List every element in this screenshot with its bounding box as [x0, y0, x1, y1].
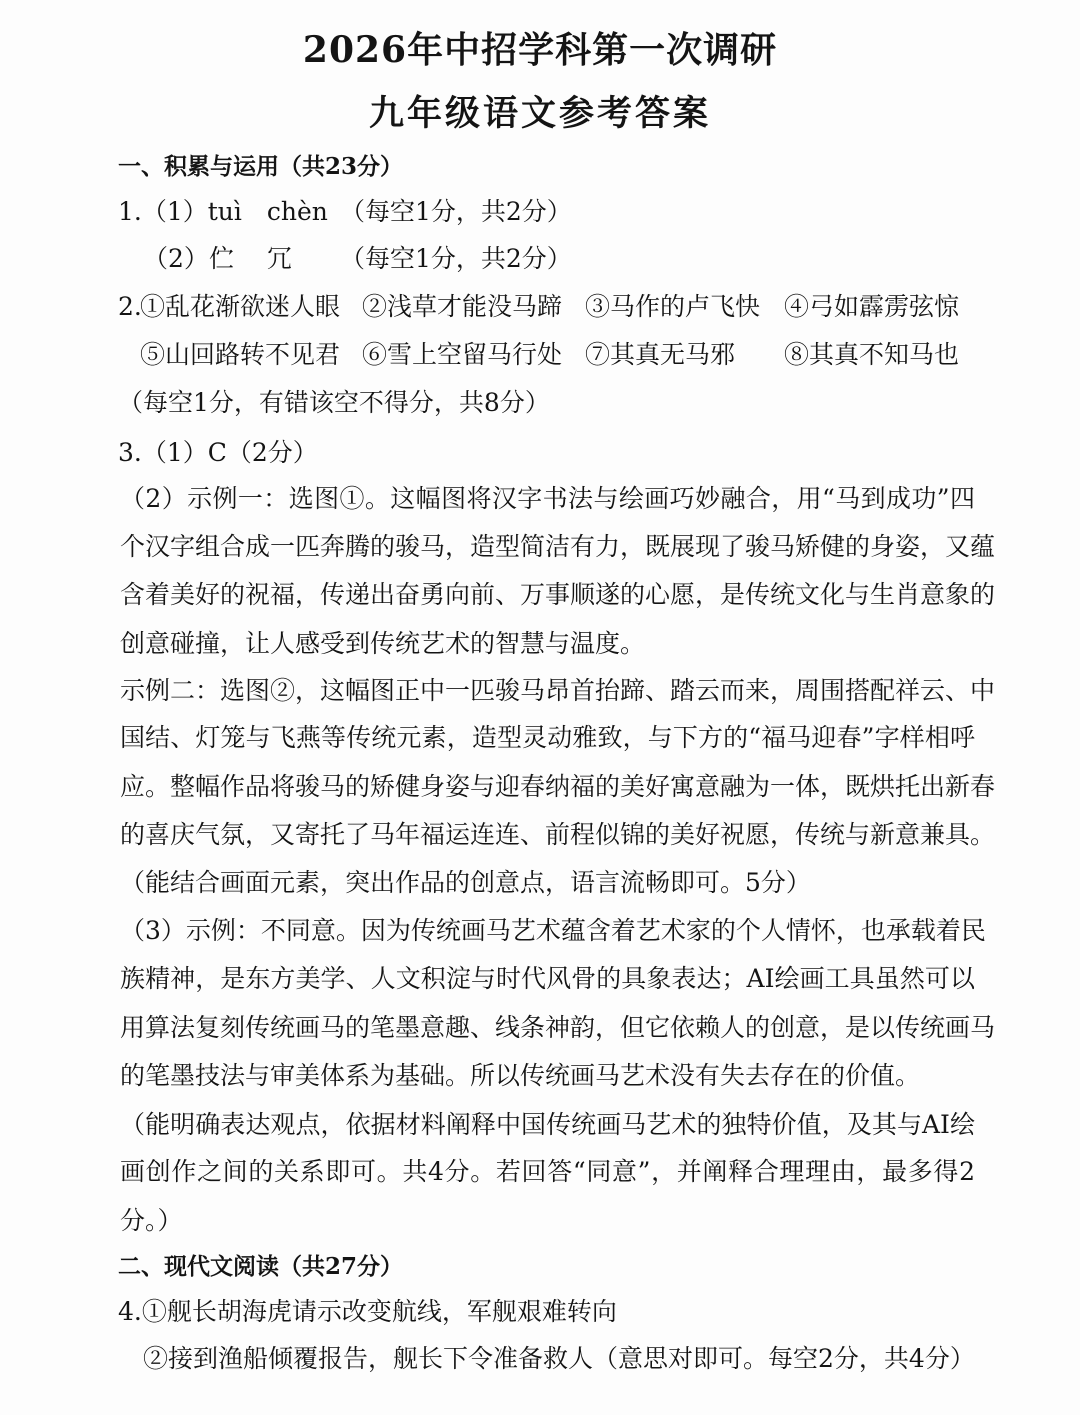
page-title: 2026年中招学科第一次调研 — [302, 29, 778, 71]
q2-answer-7: ⑦其真无马邪 — [585, 340, 736, 369]
q1-part2-answer: （2）伫 冗 — [143, 244, 292, 273]
q3-part2-scoring-note: （能结合画面元素，突出作品的创意点，语言流畅即可。5分） — [120, 868, 811, 897]
q2-number: 2. — [118, 292, 142, 321]
q3-part3-line: 用算法复刻传统画马的笔墨意趣、线条神韵，但它依赖人的创意，是以传统画马 — [120, 1013, 996, 1042]
q1-part1-answer: 1.（1）tuì chèn — [118, 197, 328, 226]
q3-part2-line: 含着美好的祝福，传递出奋勇向前、万事顺遂的心愿，是传统文化与生肖意象的 — [120, 580, 996, 609]
q1-part2-note: （每空1分，共2分） — [340, 244, 572, 273]
q2-answer-8: ⑧其真不知马也 — [784, 340, 960, 369]
q3-part2-line: 的喜庆气氛，又寄托了马年福运连连、前程似锦的美好祝愿，传统与新意兼具。 — [120, 820, 996, 849]
q4-answer-line-2: ②接到渔船倾覆报告，舰长下令准备救人（意思对即可。每空2分，共4分） — [143, 1344, 975, 1373]
section-heading-1: 一、积累与运用（共23分） — [118, 153, 404, 180]
q3-part2-line: 国结、灯笼与飞燕等传统元素，造型灵动雅致，与下方的“福马迎春”字样相呼 — [120, 723, 975, 752]
q3-part2-line: 应。整幅作品将骏马的矫健身姿与迎春纳福的美好寓意融为一体，既烘托出新春 — [120, 772, 996, 801]
q3-part3-line: 族精神，是东方美学、人文积淀与时代风骨的具象表达；AI绘画工具虽然可以 — [120, 964, 975, 993]
q2-answer-4: ④弓如霹雳弦惊 — [784, 292, 960, 321]
q3-part2-line: 个汉字组合成一匹奔腾的骏马，造型简洁有力，既展现了骏马矫健的身姿，又蕴 — [120, 532, 996, 561]
q3-part2-line: 示例二：选图②，这幅图正中一匹骏马昂首抬蹄、踏云而来，周围搭配祥云、中 — [120, 676, 996, 705]
q2-answer-5: ⑤山回路转不见君 — [140, 340, 341, 369]
q1-part1-note: （每空1分，共2分） — [340, 197, 572, 226]
q4-answer-line-1: 4.①舰长胡海虎请示改变航线，军舰艰难转向 — [118, 1297, 617, 1326]
q3-part3-line: （3）示例：不同意。因为传统画马艺术蕴含着艺术家的个人情怀，也承载着民 — [120, 916, 986, 945]
q3-part2-line: （2）示例一：选图①。这幅图将汉字书法与绘画巧妙融合，用“马到成功”四 — [120, 484, 975, 513]
q3-part3-scoring-note: （能明确表达观点，依据材料阐释中国传统画马艺术的独特价值，及其与AI绘 — [120, 1110, 975, 1139]
q2-answer-3: ③马作的卢飞快 — [585, 292, 761, 321]
q3-part3-scoring-note: 画创作之间的关系即可。共4分。若回答“同意”，并阐释合理理由，最多得2 — [120, 1157, 975, 1186]
q3-part3-scoring-note: 分。） — [120, 1206, 183, 1235]
q3-part1-answer: 3.（1）C（2分） — [118, 438, 318, 467]
q3-part2-line: 创意碰撞，让人感受到传统艺术的智慧与温度。 — [120, 629, 646, 658]
page-subtitle: 九年级语文参考答案 — [368, 93, 711, 134]
q2-scoring-note: （每空1分，有错该空不得分，共8分） — [118, 388, 550, 417]
q3-part3-line: 的笔墨技法与审美体系为基础。所以传统画马艺术没有失去存在的价值。 — [120, 1061, 921, 1090]
section-heading-2: 二、现代文阅读（共27分） — [118, 1253, 404, 1280]
q2-answer-1: ①乱花渐欲迷人眼 — [140, 292, 341, 321]
q2-answer-2: ②浅草才能没马蹄 — [362, 292, 563, 321]
q2-answer-6: ⑥雪上空留马行处 — [362, 340, 563, 369]
